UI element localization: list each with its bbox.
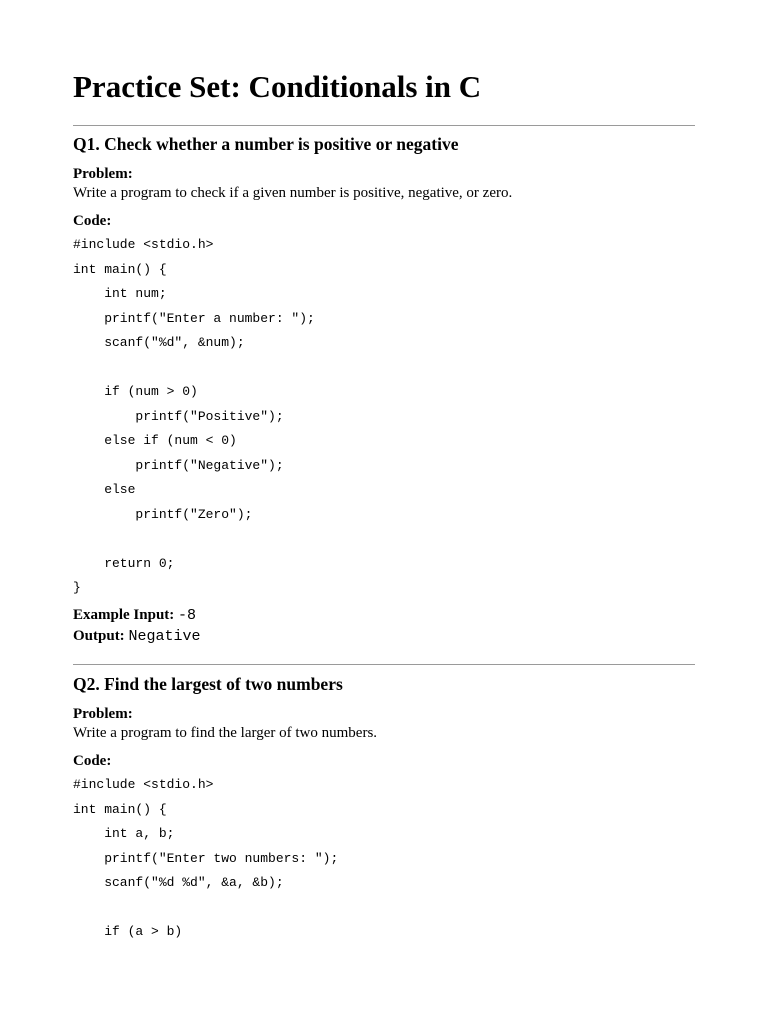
code-line: if (num > 0) bbox=[73, 384, 198, 399]
code-line: return 0; bbox=[73, 555, 175, 571]
question-heading: Q2. Find the largest of two numbers bbox=[73, 674, 343, 694]
code-line: printf("Positive"); bbox=[73, 408, 284, 424]
code-line: if (a > b) bbox=[73, 924, 183, 939]
divider bbox=[73, 664, 695, 665]
code-line: int num; bbox=[73, 286, 167, 301]
code-line: scanf("%d %d", &a, &b); bbox=[73, 875, 284, 890]
code-line bbox=[73, 527, 695, 552]
code-line: int a, b; bbox=[73, 826, 175, 841]
problem-label: Problem: bbox=[73, 706, 133, 722]
code-block bbox=[73, 233, 695, 601]
example-input bbox=[73, 605, 695, 626]
problem-text: Write a program to check if a given number is positive, negative, or zero. bbox=[73, 185, 513, 201]
code-line bbox=[73, 896, 695, 921]
output-value: Negative bbox=[128, 627, 201, 645]
code-line: printf("Enter a number: "); bbox=[73, 310, 315, 326]
question-heading: Q1. Check whether a number is positive or negative bbox=[73, 134, 459, 154]
divider bbox=[73, 125, 695, 126]
example-output bbox=[73, 626, 695, 647]
code-line: int main() { bbox=[73, 261, 167, 277]
code-line: #include <stdio.h> bbox=[73, 777, 214, 792]
code-line: } bbox=[73, 580, 81, 595]
code-line: else bbox=[73, 482, 136, 497]
output-label: Output: bbox=[73, 627, 125, 644]
code-line bbox=[73, 356, 695, 381]
code-line: int main() { bbox=[73, 801, 167, 817]
code-block bbox=[73, 773, 695, 945]
code-label: Code: bbox=[73, 753, 112, 769]
question-1 bbox=[73, 133, 695, 647]
code-line: else if (num < 0) bbox=[73, 433, 237, 448]
problem-label: Problem: bbox=[73, 166, 133, 182]
code-line: scanf("%d", &num); bbox=[73, 335, 245, 350]
example-input-value: -8 bbox=[178, 606, 197, 624]
code-line: #include <stdio.h> bbox=[73, 237, 214, 252]
problem-text: Write a program to find the larger of two numbers. bbox=[73, 725, 378, 741]
example-input-label: Example Input: bbox=[73, 606, 175, 623]
code-label: Code: bbox=[73, 213, 112, 229]
code-line: printf("Negative"); bbox=[73, 457, 284, 473]
page-title: Practice Set: Conditionals in C bbox=[73, 69, 482, 104]
code-line: printf("Enter two numbers: "); bbox=[73, 850, 339, 866]
question-2 bbox=[73, 673, 695, 945]
code-line: printf("Zero"); bbox=[73, 506, 253, 522]
